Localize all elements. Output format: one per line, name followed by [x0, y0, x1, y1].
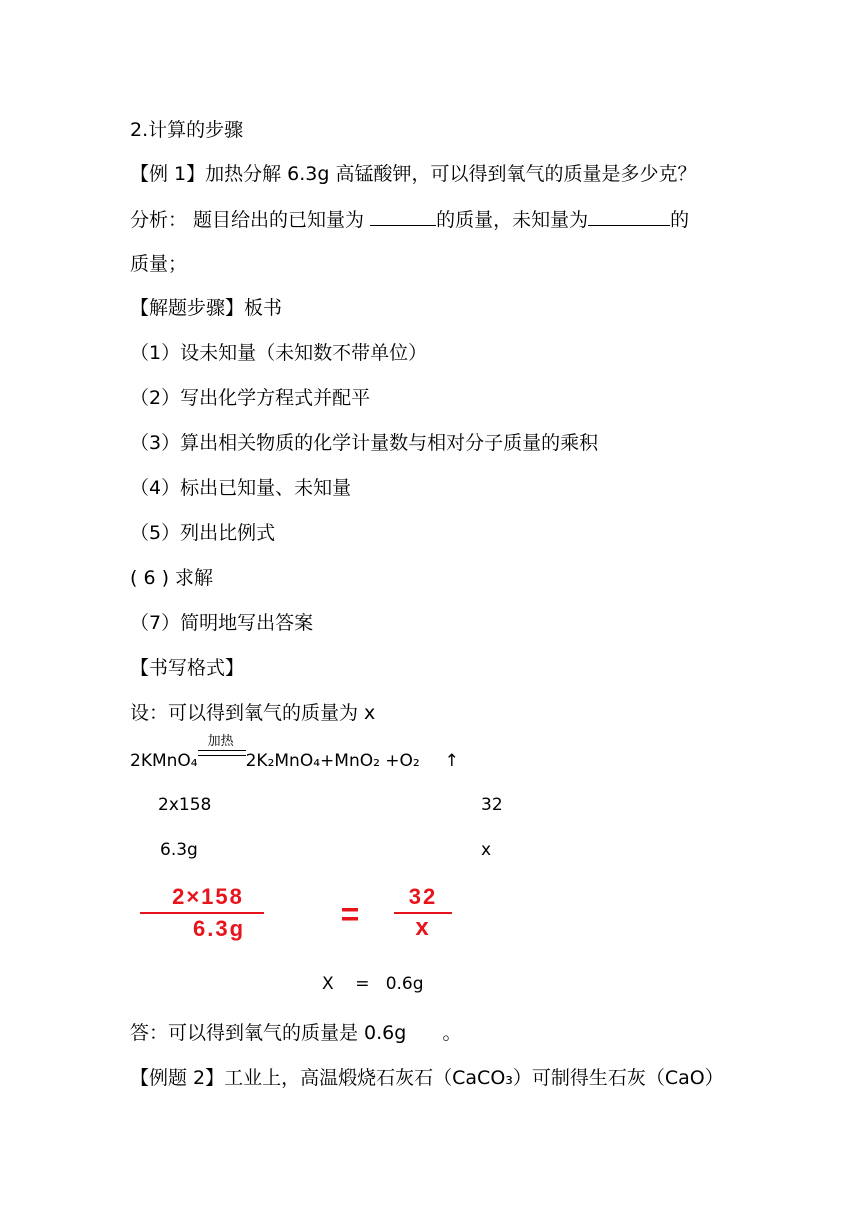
analysis-line	[0, 207, 689, 232]
analysis-prefix: 分析： 题目给出的已知量为	[130, 209, 365, 231]
step-5: （5）列出比例式	[130, 522, 276, 544]
proportion-right-denominator: x	[415, 914, 431, 941]
analysis-line-2: 质量；	[130, 253, 188, 275]
known-row-right: x	[481, 840, 492, 860]
step-7: （7）简明地写出答案	[130, 612, 314, 634]
fraction-bar	[140, 912, 264, 914]
example-2-text: 工业上，高温煅烧石灰石（CaCO₃）可制得生石灰（CaO）	[224, 1067, 724, 1089]
equation-reactant: 2KMnO₄	[130, 751, 198, 771]
proportion-right-numerator: 32	[408, 884, 438, 909]
answer-line: 答：可以得到氧气的质量是 0.6g 。	[130, 1022, 462, 1044]
step-2: （2）写出化学方程式并配平	[130, 387, 371, 409]
mass-row-left: 2x158	[158, 795, 212, 815]
example-1-label: 【例 1】	[130, 163, 206, 185]
reaction-condition: 加热	[207, 734, 234, 749]
format-title: 【书写格式】	[130, 657, 245, 679]
known-quantity-blank	[370, 207, 436, 226]
analysis-mid: 的质量，未知量为	[436, 209, 589, 231]
proportion-left-denominator: 6.3g	[192, 916, 246, 941]
example-1-text: 加热分解 6.3g 高锰酸钾，可以得到氧气的质量是多少克？	[205, 163, 697, 185]
steps-title: 【解题步骤】板书	[130, 297, 283, 319]
unknown-quantity-blank	[588, 207, 670, 226]
reaction-equals-sign	[198, 734, 246, 766]
result-line: X = 0.6g	[322, 974, 424, 994]
equation-products: 2K₂MnO₄+MnO₂ +O₂	[245, 751, 420, 771]
let-statement: 设：可以得到氧气的质量为 x	[130, 702, 376, 724]
proportion-left-fraction	[140, 886, 264, 940]
mass-row-right: 32	[481, 795, 503, 815]
analysis-suffix: 的	[670, 209, 690, 231]
known-row-left: 6.3g	[160, 840, 198, 860]
step-3: （3）算出相关物质的化学计量数与相对分子质量的乘积	[130, 432, 599, 454]
step-1: （1）设未知量（未知数不带单位）	[130, 342, 428, 364]
section-heading: 2.计算的步骤	[130, 119, 244, 141]
example-1	[0, 162, 697, 186]
step-4: （4）标出已知量、未知量	[130, 477, 352, 499]
proportion-right-fraction	[394, 886, 452, 940]
proportion-left-numerator: 2×158	[172, 884, 244, 909]
proportion-equals: =	[340, 896, 360, 932]
example-2-label: 【例题 2】	[130, 1067, 225, 1089]
step-6: ( 6 ) 求解	[130, 567, 214, 589]
chemical-equation	[130, 734, 459, 782]
gas-arrow-icon: ↑	[444, 751, 459, 771]
example-2	[0, 1066, 724, 1090]
